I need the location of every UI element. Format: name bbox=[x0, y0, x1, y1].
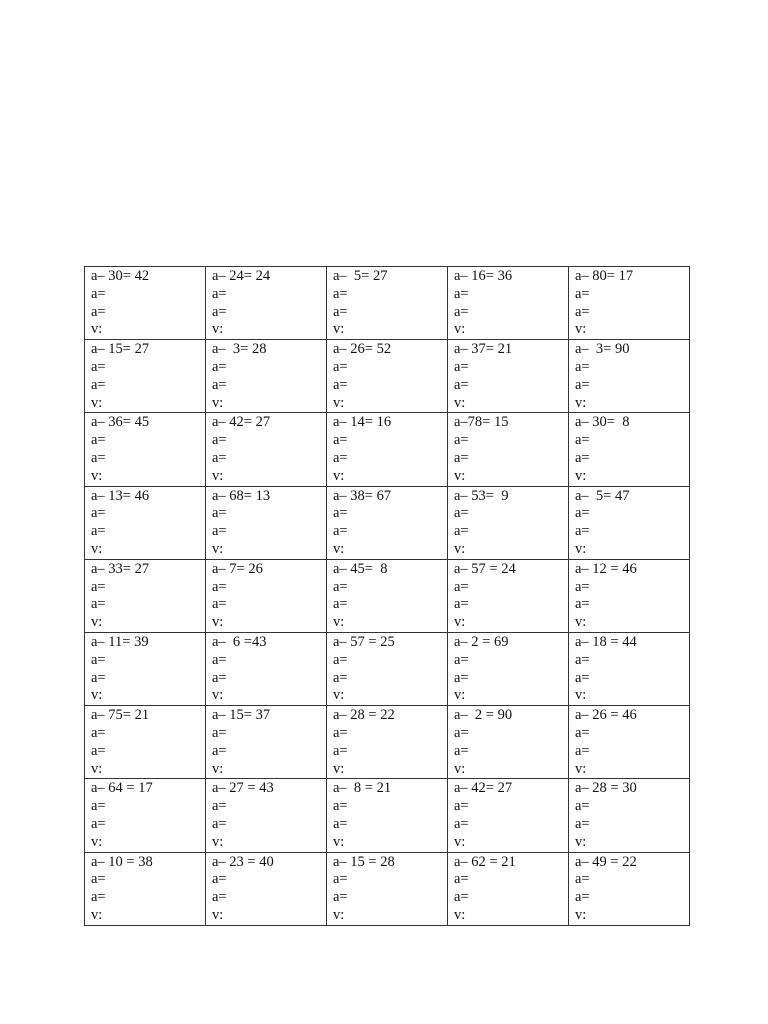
equation-text: a– 75= 21 bbox=[91, 707, 150, 724]
verification-line: v: bbox=[454, 906, 466, 923]
equation-cell bbox=[327, 559, 448, 632]
equation-cell-content bbox=[448, 560, 568, 632]
equation-cell bbox=[327, 413, 448, 486]
verification-line: v: bbox=[91, 321, 103, 338]
equation-cell bbox=[327, 267, 448, 340]
equation-cell bbox=[569, 632, 690, 705]
verification-line: v: bbox=[575, 760, 587, 777]
verification-line: v: bbox=[454, 394, 466, 411]
answer-step-line: a= bbox=[333, 578, 348, 595]
answer-step-line: a= bbox=[91, 798, 106, 815]
equation-cell-content bbox=[85, 340, 205, 412]
equation-cell bbox=[85, 559, 206, 632]
answer-step-line: a= bbox=[454, 505, 469, 522]
answer-step-line: a= bbox=[91, 449, 106, 466]
equation-cell-content bbox=[206, 487, 326, 559]
answer-step-line: a= bbox=[333, 889, 348, 906]
equation-cell-content bbox=[206, 340, 326, 412]
answer-step-line: a= bbox=[212, 871, 227, 888]
worksheet-row bbox=[85, 779, 690, 852]
answer-step-line: a= bbox=[333, 358, 348, 375]
equation-cell-content bbox=[206, 560, 326, 632]
equation-cell-content bbox=[448, 340, 568, 412]
answer-step-line: a= bbox=[333, 505, 348, 522]
verification-line: v: bbox=[91, 833, 103, 850]
verification-line: v: bbox=[454, 687, 466, 704]
answer-step-line: a= bbox=[454, 798, 469, 815]
answer-step-line: a= bbox=[91, 724, 106, 741]
equation-cell bbox=[85, 340, 206, 413]
equation-cell-content bbox=[448, 706, 568, 778]
answer-step-line: a= bbox=[212, 523, 227, 540]
equation-cell-content bbox=[569, 779, 689, 851]
equation-text: a– 7= 26 bbox=[212, 560, 263, 577]
equation-cell bbox=[85, 779, 206, 852]
answer-step-line: a= bbox=[91, 815, 106, 832]
answer-step-line: a= bbox=[333, 798, 348, 815]
equation-cell bbox=[569, 779, 690, 852]
equation-cell bbox=[448, 340, 569, 413]
answer-step-line: a= bbox=[454, 376, 469, 393]
verification-line: v: bbox=[575, 540, 587, 557]
equation-cell bbox=[206, 706, 327, 779]
equation-text: a– 68= 13 bbox=[212, 487, 271, 504]
answer-step-line: a= bbox=[454, 523, 469, 540]
answer-step-line: a= bbox=[333, 724, 348, 741]
equation-text: a– 27 = 43 bbox=[212, 780, 274, 797]
equation-cell-content bbox=[85, 706, 205, 778]
equation-cell bbox=[448, 632, 569, 705]
verification-line: v: bbox=[91, 687, 103, 704]
equation-text: a–78= 15 bbox=[454, 414, 509, 431]
equation-worksheet-table bbox=[84, 266, 690, 926]
equation-cell-content bbox=[569, 560, 689, 632]
verification-line: v: bbox=[575, 321, 587, 338]
equation-text: a– 6 =43 bbox=[212, 633, 267, 650]
equation-cell-content bbox=[85, 560, 205, 632]
equation-cell bbox=[569, 559, 690, 632]
answer-step-line: a= bbox=[333, 523, 348, 540]
answer-step-line: a= bbox=[575, 432, 590, 449]
answer-step-line: a= bbox=[91, 505, 106, 522]
verification-line: v: bbox=[333, 614, 345, 631]
verification-line: v: bbox=[454, 760, 466, 777]
equation-cell bbox=[327, 486, 448, 559]
answer-step-line: a= bbox=[212, 449, 227, 466]
answer-step-line: a= bbox=[575, 303, 590, 320]
answer-step-line: a= bbox=[91, 376, 106, 393]
verification-line: v: bbox=[212, 467, 224, 484]
verification-line: v: bbox=[91, 906, 103, 923]
equation-cell bbox=[448, 779, 569, 852]
verification-line: v: bbox=[575, 394, 587, 411]
equation-text: a– 42= 27 bbox=[454, 780, 513, 797]
equation-text: a– 64 = 17 bbox=[91, 780, 153, 797]
answer-step-line: a= bbox=[575, 815, 590, 832]
answer-step-line: a= bbox=[333, 303, 348, 320]
answer-step-line: a= bbox=[333, 742, 348, 759]
answer-step-line: a= bbox=[575, 376, 590, 393]
verification-line: v: bbox=[575, 906, 587, 923]
answer-step-line: a= bbox=[454, 596, 469, 613]
verification-line: v: bbox=[333, 906, 345, 923]
answer-step-line: a= bbox=[212, 505, 227, 522]
equation-cell-content bbox=[448, 413, 568, 485]
worksheet-row bbox=[85, 486, 690, 559]
equation-text: a– 8 = 21 bbox=[333, 780, 392, 797]
answer-step-line: a= bbox=[212, 742, 227, 759]
equation-text: a– 12 = 46 bbox=[575, 560, 637, 577]
equation-cell-content bbox=[206, 706, 326, 778]
equation-cell-content bbox=[85, 267, 205, 339]
verification-line: v: bbox=[212, 687, 224, 704]
worksheet-row bbox=[85, 413, 690, 486]
equation-text: a– 3= 28 bbox=[212, 341, 267, 358]
equation-cell-content bbox=[327, 853, 447, 925]
equation-text: a– 53= 9 bbox=[454, 487, 509, 504]
equation-text: a– 16= 36 bbox=[454, 268, 513, 284]
answer-step-line: a= bbox=[91, 358, 106, 375]
equation-cell-content bbox=[206, 267, 326, 339]
equation-cell-content bbox=[327, 706, 447, 778]
answer-step-line: a= bbox=[212, 578, 227, 595]
verification-line: v: bbox=[454, 467, 466, 484]
verification-line: v: bbox=[333, 394, 345, 411]
answer-step-line: a= bbox=[212, 376, 227, 393]
verification-line: v: bbox=[212, 906, 224, 923]
equation-text: a– 24= 24 bbox=[212, 268, 271, 284]
answer-step-line: a= bbox=[575, 889, 590, 906]
equation-text: a– 2 = 90 bbox=[454, 707, 513, 724]
equation-text: a– 28 = 30 bbox=[575, 780, 637, 797]
equation-text: a– 26= 52 bbox=[333, 341, 392, 358]
worksheet-row bbox=[85, 706, 690, 779]
equation-cell bbox=[327, 632, 448, 705]
answer-step-line: a= bbox=[333, 815, 348, 832]
answer-step-line: a= bbox=[454, 578, 469, 595]
worksheet-row bbox=[85, 267, 690, 340]
equation-cell bbox=[448, 852, 569, 925]
equation-text: a– 80= 17 bbox=[575, 268, 634, 284]
verification-line: v: bbox=[454, 833, 466, 850]
equation-cell-content bbox=[448, 267, 568, 339]
equation-cell bbox=[85, 706, 206, 779]
answer-step-line: a= bbox=[91, 432, 106, 449]
answer-step-line: a= bbox=[91, 285, 106, 302]
answer-step-line: a= bbox=[454, 871, 469, 888]
verification-line: v: bbox=[212, 394, 224, 411]
answer-step-line: a= bbox=[212, 285, 227, 302]
verification-line: v: bbox=[454, 321, 466, 338]
equation-cell bbox=[448, 706, 569, 779]
equation-text: a– 23 = 40 bbox=[212, 853, 274, 870]
equation-cell-content bbox=[448, 487, 568, 559]
verification-line: v: bbox=[333, 540, 345, 557]
equation-cell-content bbox=[327, 560, 447, 632]
answer-step-line: a= bbox=[333, 432, 348, 449]
equation-cell bbox=[569, 413, 690, 486]
answer-step-line: a= bbox=[212, 815, 227, 832]
equation-text: a– 28 = 22 bbox=[333, 707, 395, 724]
equation-text: a– 36= 45 bbox=[91, 414, 150, 431]
equation-text: a– 11= 39 bbox=[91, 633, 149, 650]
equation-text: a– 5= 27 bbox=[333, 268, 388, 284]
answer-step-line: a= bbox=[575, 358, 590, 375]
answer-step-line: a= bbox=[91, 303, 106, 320]
equation-cell bbox=[569, 486, 690, 559]
answer-step-line: a= bbox=[212, 669, 227, 686]
equation-cell bbox=[206, 340, 327, 413]
equation-cell bbox=[327, 779, 448, 852]
equation-cell bbox=[569, 706, 690, 779]
answer-step-line: a= bbox=[575, 505, 590, 522]
answer-step-line: a= bbox=[333, 669, 348, 686]
equation-cell-content bbox=[327, 487, 447, 559]
verification-line: v: bbox=[333, 321, 345, 338]
equation-cell bbox=[206, 779, 327, 852]
equation-cell-content bbox=[85, 779, 205, 851]
equation-cell-content bbox=[569, 267, 689, 339]
equation-text: a– 33= 27 bbox=[91, 560, 150, 577]
equation-text: a– 2 = 69 bbox=[454, 633, 509, 650]
equation-cell bbox=[85, 486, 206, 559]
answer-step-line: a= bbox=[333, 651, 348, 668]
equation-cell-content bbox=[569, 853, 689, 925]
equation-cell-content bbox=[569, 706, 689, 778]
equation-cell bbox=[85, 852, 206, 925]
equation-text: a– 37= 21 bbox=[454, 341, 513, 358]
equation-cell-content bbox=[448, 633, 568, 705]
equation-text: a– 42= 27 bbox=[212, 414, 271, 431]
answer-step-line: a= bbox=[454, 285, 469, 302]
verification-line: v: bbox=[575, 687, 587, 704]
equation-cell-content bbox=[448, 779, 568, 851]
equation-text: a– 5= 47 bbox=[575, 487, 630, 504]
equation-text: a– 30= 42 bbox=[91, 268, 150, 284]
verification-line: v: bbox=[333, 687, 345, 704]
equation-cell-content bbox=[85, 487, 205, 559]
equation-cell bbox=[327, 340, 448, 413]
answer-step-line: a= bbox=[333, 376, 348, 393]
answer-step-line: a= bbox=[91, 596, 106, 613]
equation-cell-content bbox=[327, 779, 447, 851]
equation-text: a– 14= 16 bbox=[333, 414, 392, 431]
equation-text: a– 30= 8 bbox=[575, 414, 630, 431]
equation-cell bbox=[206, 632, 327, 705]
worksheet-row bbox=[85, 852, 690, 925]
equation-cell-content bbox=[327, 340, 447, 412]
equation-text: a– 3= 90 bbox=[575, 341, 630, 358]
equation-cell bbox=[569, 340, 690, 413]
answer-step-line: a= bbox=[91, 669, 106, 686]
answer-step-line: a= bbox=[575, 651, 590, 668]
equation-cell bbox=[85, 267, 206, 340]
answer-step-line: a= bbox=[454, 358, 469, 375]
answer-step-line: a= bbox=[333, 285, 348, 302]
answer-step-line: a= bbox=[91, 578, 106, 595]
equation-cell-content bbox=[569, 413, 689, 485]
answer-step-line: a= bbox=[212, 889, 227, 906]
equation-cell-content bbox=[327, 633, 447, 705]
answer-step-line: a= bbox=[454, 432, 469, 449]
equation-text: a– 57 = 24 bbox=[454, 560, 516, 577]
equation-text: a– 13= 46 bbox=[91, 487, 150, 504]
equation-cell-content bbox=[327, 413, 447, 485]
equation-cell bbox=[206, 413, 327, 486]
equation-cell bbox=[85, 413, 206, 486]
answer-step-line: a= bbox=[91, 889, 106, 906]
equation-cell bbox=[448, 559, 569, 632]
answer-step-line: a= bbox=[575, 596, 590, 613]
answer-step-line: a= bbox=[333, 596, 348, 613]
answer-step-line: a= bbox=[333, 449, 348, 466]
equation-cell bbox=[569, 852, 690, 925]
answer-step-line: a= bbox=[212, 798, 227, 815]
equation-text: a– 15 = 28 bbox=[333, 853, 395, 870]
verification-line: v: bbox=[575, 833, 587, 850]
verification-line: v: bbox=[454, 614, 466, 631]
equation-cell-content bbox=[206, 633, 326, 705]
answer-step-line: a= bbox=[575, 724, 590, 741]
verification-line: v: bbox=[91, 614, 103, 631]
answer-step-line: a= bbox=[212, 303, 227, 320]
verification-line: v: bbox=[91, 467, 103, 484]
answer-step-line: a= bbox=[575, 669, 590, 686]
equation-cell-content bbox=[206, 853, 326, 925]
answer-step-line: a= bbox=[575, 523, 590, 540]
answer-step-line: a= bbox=[212, 651, 227, 668]
equation-text: a– 38= 67 bbox=[333, 487, 392, 504]
verification-line: v: bbox=[91, 394, 103, 411]
equation-cell bbox=[327, 706, 448, 779]
answer-step-line: a= bbox=[575, 798, 590, 815]
verification-line: v: bbox=[333, 760, 345, 777]
equation-cell bbox=[206, 852, 327, 925]
verification-line: v: bbox=[333, 833, 345, 850]
equation-cell-content bbox=[85, 413, 205, 485]
equation-cell-content bbox=[85, 633, 205, 705]
answer-step-line: a= bbox=[454, 669, 469, 686]
equation-cell bbox=[448, 486, 569, 559]
equation-cell bbox=[206, 267, 327, 340]
verification-line: v: bbox=[575, 467, 587, 484]
equation-cell-content bbox=[206, 413, 326, 485]
equation-text: a– 10 = 38 bbox=[91, 853, 153, 870]
answer-step-line: a= bbox=[575, 871, 590, 888]
equation-cell bbox=[448, 267, 569, 340]
equation-cell-content bbox=[85, 853, 205, 925]
equation-text: a– 49 = 22 bbox=[575, 853, 637, 870]
equation-cell-content bbox=[569, 487, 689, 559]
equation-cell bbox=[85, 632, 206, 705]
verification-line: v: bbox=[575, 614, 587, 631]
answer-step-line: a= bbox=[454, 651, 469, 668]
answer-step-line: a= bbox=[575, 578, 590, 595]
equation-cell bbox=[206, 559, 327, 632]
worksheet-row bbox=[85, 632, 690, 705]
answer-step-line: a= bbox=[575, 449, 590, 466]
answer-step-line: a= bbox=[212, 596, 227, 613]
worksheet-row bbox=[85, 340, 690, 413]
answer-step-line: a= bbox=[91, 742, 106, 759]
answer-step-line: a= bbox=[212, 432, 227, 449]
equation-text: a– 62 = 21 bbox=[454, 853, 516, 870]
equation-cell-content bbox=[327, 267, 447, 339]
equation-text: a– 18 = 44 bbox=[575, 633, 637, 650]
equation-text: a– 15= 37 bbox=[212, 707, 271, 724]
verification-line: v: bbox=[212, 540, 224, 557]
answer-step-line: a= bbox=[454, 724, 469, 741]
verification-line: v: bbox=[212, 760, 224, 777]
equation-text: a– 57 = 25 bbox=[333, 633, 395, 650]
equation-text: a– 15= 27 bbox=[91, 341, 150, 358]
answer-step-line: a= bbox=[454, 303, 469, 320]
verification-line: v: bbox=[91, 540, 103, 557]
answer-step-line: a= bbox=[91, 651, 106, 668]
answer-step-line: a= bbox=[454, 449, 469, 466]
equation-cell bbox=[327, 852, 448, 925]
equation-cell-content bbox=[448, 853, 568, 925]
equation-cell bbox=[206, 486, 327, 559]
answer-step-line: a= bbox=[575, 742, 590, 759]
worksheet-body bbox=[85, 267, 690, 926]
equation-cell-content bbox=[569, 340, 689, 412]
equation-cell-content bbox=[206, 779, 326, 851]
verification-line: v: bbox=[454, 540, 466, 557]
answer-step-line: a= bbox=[91, 523, 106, 540]
answer-step-line: a= bbox=[454, 815, 469, 832]
verification-line: v: bbox=[212, 833, 224, 850]
answer-step-line: a= bbox=[454, 889, 469, 906]
equation-text: a– 45= 8 bbox=[333, 560, 388, 577]
equation-cell bbox=[569, 267, 690, 340]
verification-line: v: bbox=[333, 467, 345, 484]
equation-cell bbox=[448, 413, 569, 486]
equation-text: a– 26 = 46 bbox=[575, 707, 637, 724]
verification-line: v: bbox=[212, 321, 224, 338]
answer-step-line: a= bbox=[91, 871, 106, 888]
verification-line: v: bbox=[91, 760, 103, 777]
answer-step-line: a= bbox=[212, 724, 227, 741]
verification-line: v: bbox=[212, 614, 224, 631]
answer-step-line: a= bbox=[454, 742, 469, 759]
worksheet-row bbox=[85, 559, 690, 632]
answer-step-line: a= bbox=[575, 285, 590, 302]
equation-cell-content bbox=[569, 633, 689, 705]
answer-step-line: a= bbox=[212, 358, 227, 375]
answer-step-line: a= bbox=[333, 871, 348, 888]
